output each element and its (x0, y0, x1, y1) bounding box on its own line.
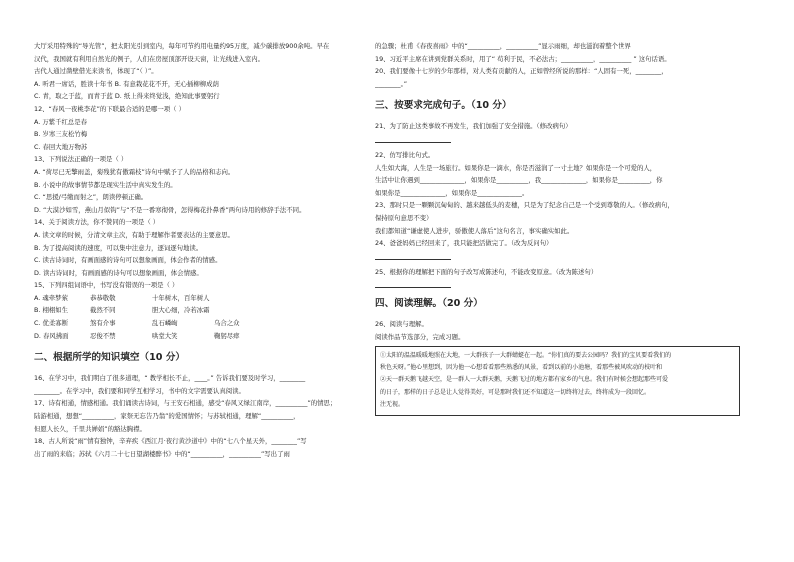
q14-stem: 14、关于阅读方法，你不赞同的一项是（ ） (34, 218, 160, 227)
q15-d-4: 鞠躬尽瘁 (214, 331, 240, 340)
section-3-title: 三、按要求完成句子。（10 分） (375, 100, 512, 112)
q14-option-d: D. 读古诗词时，有画面感的诗句可以想象画面，体会情感。 (34, 268, 203, 277)
q15-a-2: 恭恭敬敬 (90, 293, 116, 302)
q12-option-b: B. 岁寒三友松竹梅 (34, 130, 88, 139)
section-2-title: 二、根据所学的知识填空（10 分） (34, 352, 186, 364)
q22-line-1: 人生如大海，人生是一场旅行。如果你是一滴水，你是否滋润了一寸土地？如果你是一个可爱的人， (375, 163, 657, 172)
q26-instruction: 阅读作品节选部分，完成习题。 (375, 332, 465, 341)
q18-line-1: 18、古人所说“雨”情有独钟，辛弃疾《西江月·夜行黄沙道中》中的“七八个星天外，________”写 (34, 437, 307, 446)
q13-option-a: A. “荷尽已无擎雨盖，菊残犹有傲霜枝”诗句中赋予了人的品格和志向。 (34, 167, 235, 176)
passage-line-5: 注无视。 (380, 401, 405, 409)
q15-row-d (34, 330, 384, 343)
q21-answer-line[interactable] (375, 133, 451, 143)
q12-stem: 12、“春风一夜桃李花”的下联最合适的是哪一项（ ） (34, 104, 185, 113)
q15-b-2: 截然不同 (90, 306, 116, 315)
q22-stem: 22、仿写排比句式。 (375, 150, 435, 159)
q15-c-1: C. 优柔寡断 (34, 319, 69, 328)
q22-line-3: 如果你是______________，如果你是______________。 (375, 188, 529, 197)
q15-d-3: 哄堂大笑 (152, 331, 178, 340)
passage-line-4: 的日子，那样的日子总是让人觉得美好，可是那时我们还不知道这一切终将过去，终将成为一段回忆。 (380, 388, 651, 396)
q26-label: 26、阅读与理解。 (375, 320, 428, 329)
q13-option-b: B. 小说中的故事情节都是现实生活中真实发生的。 (34, 180, 177, 189)
q18-line-2: 出了雨的来临；苏轼《六月二十七日望湖楼醉书》中的“__________，__________”写出了雨 (34, 449, 290, 458)
q24-stem: 24、爸爸妈妈已经回来了，我只能把活做完了。（改为反问句） (375, 239, 553, 248)
right-column (375, 40, 740, 416)
q22-line-2: 生活中让你遇到______________，如果你是__________，我______________，如果你是__________，你 (375, 176, 663, 185)
q16-line-1: 16、在学习中，我们明白了很多道理，“ 教学相长不止，____。” 告诉我们要及时学习，________ (34, 374, 306, 383)
q14-option-a: A. 读文章的时候，分清文章主次，有助于理解作者要表达的主要意思。 (34, 230, 235, 239)
reading-passage-box (375, 346, 740, 416)
q17-line-3: 但愿人长久，千里共婵娟”的豁达胸襟。 (34, 424, 146, 433)
q15-a-3: 十年树木，百年树人 (152, 293, 210, 302)
q21-stem: 21、为了防止这类事故不再发生，我们加强了安全措施。（修改病句） (375, 122, 572, 131)
q11-text-line-2: 汉代，我国就有利用自然光的例子，人们在房屋顶部开设天窗，让光线进入室内。 (34, 54, 265, 63)
q15-row-a (34, 292, 384, 305)
q15-row-b (34, 304, 384, 317)
q13-option-d: D. “大漠沙如雪，燕山月似钩”与“不是一番寒彻骨，怎得梅花扑鼻香”两句诗用的修辞手法不同。 (34, 205, 306, 214)
q23-line-2: 保持原句意思不变） (375, 213, 433, 222)
q24-answer-line[interactable] (375, 250, 451, 260)
q16-line-2: ________。在学习中，我们要和同学互相学习，书中的文字需要认真阅读。 (34, 386, 245, 395)
passage-line-2: 秋色天呀。”他心里想到，因为他一心想看看那些熟悉的风景，看到以前的小池塘，看那些被风吹动的枝叶和 (380, 363, 663, 371)
q23-line-1: 23、那时只是一颗颗沉甸甸的、越来越低头的麦穗，只是为了纪念自己是一个受到尊敬的人。（修改病句， (375, 201, 674, 210)
q15-c-3: 乱石嶙峋 (152, 319, 178, 328)
q13-stem: 13、下列说法正确的一项是（ ） (34, 155, 128, 164)
q11-options-ab: A. 听君一席话，胜读十年书 B. 有意栽花花不开，无心插柳柳成荫 (34, 79, 219, 88)
q14-option-b: B. 为了提高阅读的速度，可以集中注意力，逐词逐句地读。 (34, 243, 203, 252)
q15-row-c (34, 317, 384, 330)
q15-c-2: 煞有介事 (90, 319, 116, 328)
q17-line-2: 陆游相通，想想“__________，家祭无忘告乃翁”的爱国情怀；与苏轼相通，理解“__________， (34, 412, 300, 421)
section-4-title: 四、阅读理解。（20 分） (375, 298, 483, 310)
passage-line-3: ②天一群天鹅飞越天空，是一群人一大群天鹅，天鹅飞过的地方都有家乡的气息。我们有时候会想起那些可爱 (380, 376, 669, 384)
q12-option-a: A. 万紫千红总是春 (34, 117, 88, 126)
q23-line-3: 我们都知道“谦虚使人进步，骄傲使人落后”这句名言，事实确实如此。 (375, 226, 574, 235)
q25-stem: 25、根据你的理解把下面的句子改写成陈述句，不能改变原意。（改为陈述句） (375, 267, 598, 276)
q25-answer-line[interactable] (375, 278, 451, 288)
q15-stem: 15、下列四组词语中，书写没有错误的一项是（ ） (34, 281, 179, 290)
passage-line-1: ①太阳的温温暖暖地照在大地，一大群孩子一大群蜻蜓在一起。“你们真的要去公园吗？我们的宝贝要看我们的 (380, 351, 672, 359)
q19-text: 19、习近平主席在讲到党群关系时，用了“ 苟利于民，不必法古；__________，__________ ” 这句话语。 (375, 54, 671, 63)
q15-b-1: B. 栩栩如生 (34, 306, 69, 315)
q15-d-1: D. 春风拂面 (34, 331, 69, 340)
q15-c-4: 乌合之众 (214, 319, 240, 328)
q14-option-c: C. 读古诗词时，有画面感的诗句可以想象画面，体会作者的情感。 (34, 256, 222, 265)
q13-option-c: C. “思援/弓缴而射之”，朗读停顿正确。 (34, 193, 148, 202)
left-column (34, 40, 384, 460)
q18-continued: 的急骤；杜甫《春夜喜雨》中的“__________，__________”显示雨细，却也滋润着整个世界 (375, 42, 631, 50)
q17-line-1: 17、诗有相通，情感相通。我们诵读古诗词，与王安石相通，感受“春风又绿江南岸，__________”的情思； (34, 399, 337, 408)
q20-text-line-1: 20、我们要像十七岁的少年那样，对人类有贡献的人，正如曾经所说的那样：“人固有一死，________， (375, 67, 668, 76)
q20-text-line-2: ________。” (375, 79, 408, 88)
q11-text-line-1: 大厅采用特殊的“导光管”，把太阳光引到室内，每年可节约用电量约95万度，减少碳排放900余吨。早在 (34, 42, 330, 50)
q15-d-2: 忍俊不禁 (90, 331, 116, 340)
q11-text-line-3: 古代人通过凿壁借光来读书，体现了“（ ）”。 (34, 67, 158, 76)
q15-b-3: 胆大心细，冷若冰霜 (152, 306, 210, 315)
q12-option-c: C. 春回大地万物苏 (34, 142, 88, 151)
q15-a-1: A. 魂牵梦萦 (34, 293, 68, 302)
q11-options-cd: C. 青，取之于蓝，而青于蓝 D. 纸上得来终觉浅，绝知此事要躬行 (34, 92, 220, 101)
